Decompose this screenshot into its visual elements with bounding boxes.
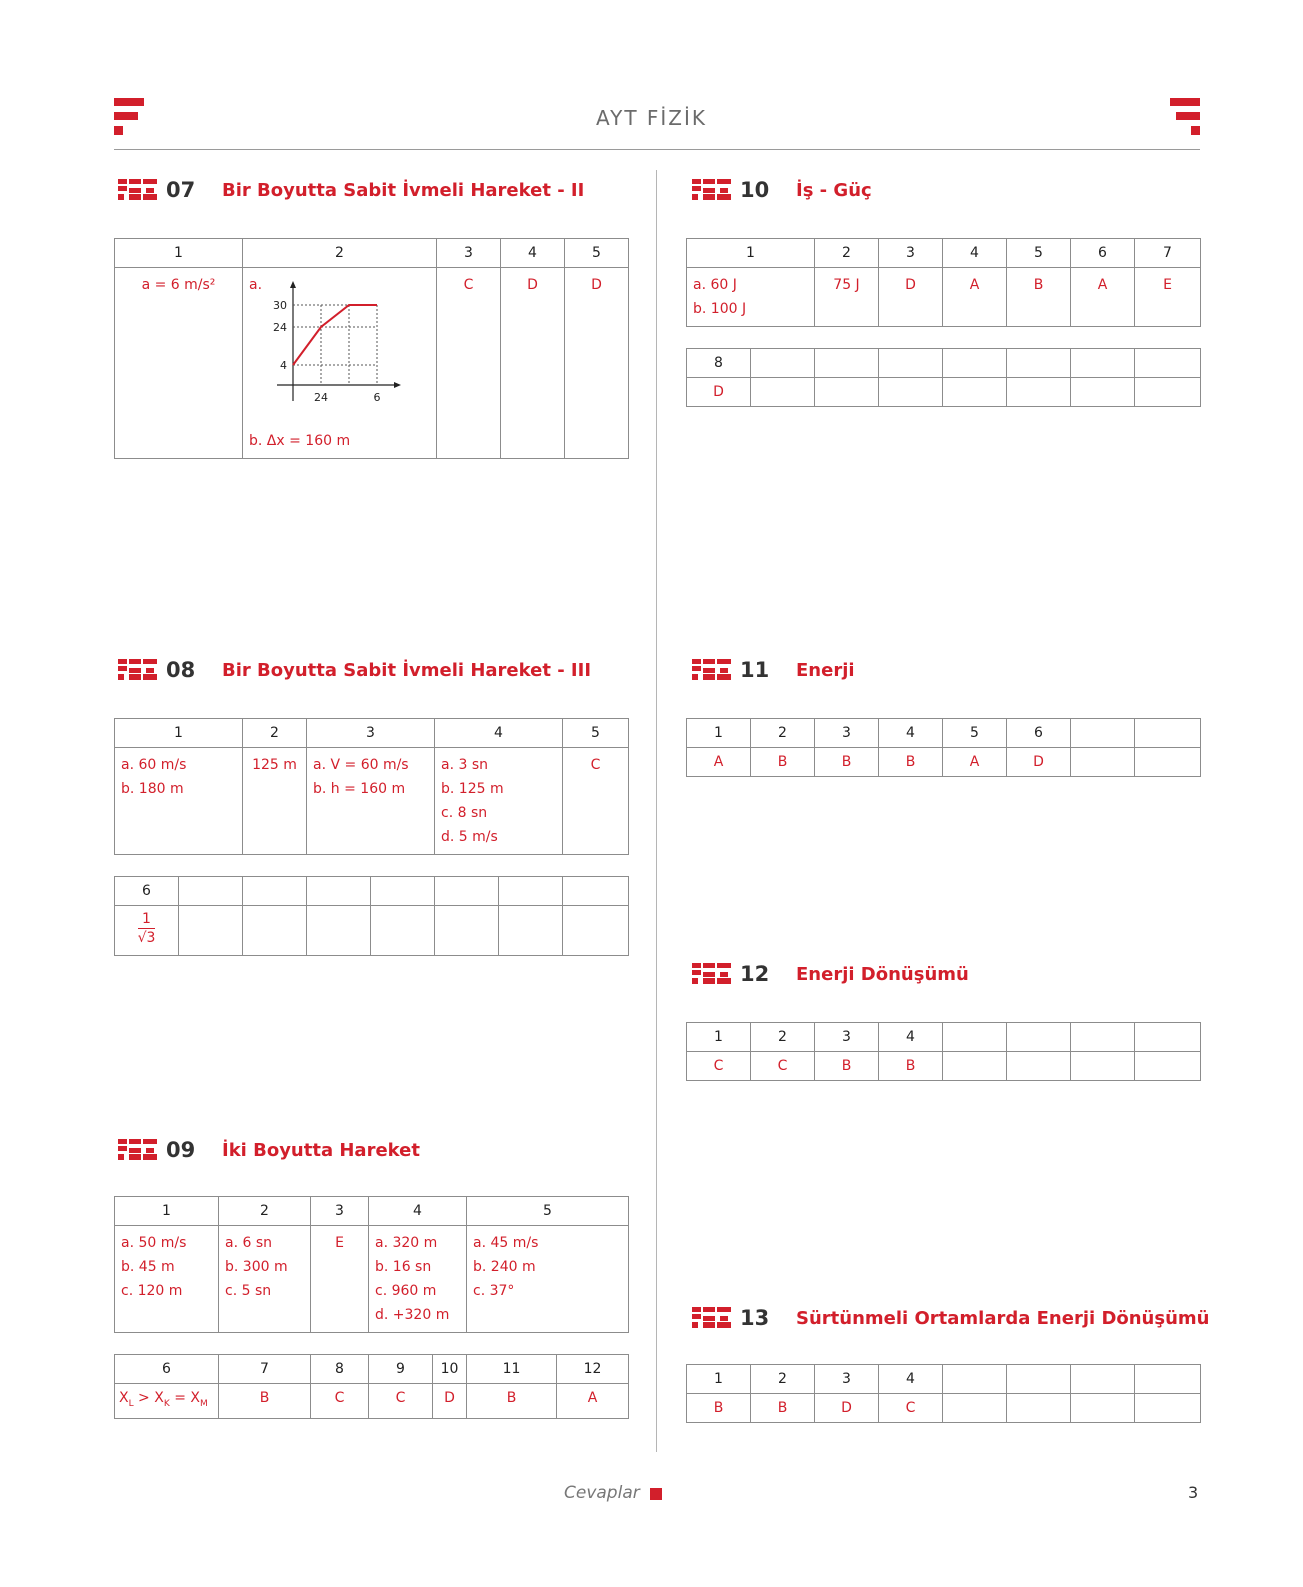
section-number: 10 xyxy=(740,178,770,202)
question-number: 6 xyxy=(1007,719,1071,748)
faz-logo-bar xyxy=(129,1139,141,1144)
faz-logo-bar xyxy=(720,972,728,977)
answer-cell: C xyxy=(311,1384,369,1419)
faz-logo-bar xyxy=(143,179,157,184)
answer-cell: D xyxy=(565,268,629,459)
empty-cell xyxy=(1071,1023,1135,1052)
question-number: 4 xyxy=(879,1023,943,1052)
question-number: 5 xyxy=(943,719,1007,748)
empty-cell xyxy=(1071,349,1135,378)
question-number: 1 xyxy=(687,719,751,748)
faz-logo-bar xyxy=(129,179,141,184)
x-tick-label: 6 xyxy=(373,391,381,404)
answer-cell: B xyxy=(879,748,943,777)
answer-text: a. xyxy=(249,277,263,293)
question-number: 7 xyxy=(219,1355,311,1384)
answer-cell: D xyxy=(433,1384,467,1419)
faz-logo-bar xyxy=(720,1316,728,1321)
answer-text: d. 5 m/s xyxy=(441,829,498,845)
section-heading-08 xyxy=(118,658,591,682)
faz-logo-bar xyxy=(143,674,157,680)
faz-logo-bar xyxy=(703,972,715,977)
footer-square-icon xyxy=(650,1488,662,1500)
answer-cell: A xyxy=(943,268,1007,327)
answer-text: c. 120 m xyxy=(121,1283,183,1299)
empty-cell xyxy=(943,349,1007,378)
answer-cell: B xyxy=(751,1394,815,1423)
empty-cell xyxy=(1071,719,1135,748)
answer-table-10-extra xyxy=(686,348,1201,407)
question-number: 7 xyxy=(1135,239,1201,268)
answer-cell: D xyxy=(1007,748,1071,777)
answer-text: a. V = 60 m/s xyxy=(313,757,409,773)
empty-cell xyxy=(1135,748,1201,777)
faz-logo-bar xyxy=(717,179,731,184)
empty-cell xyxy=(815,378,879,407)
fraction-denominator: √3 xyxy=(137,930,156,946)
section-heading-12 xyxy=(692,962,969,986)
answer-text: a. 45 m/s xyxy=(473,1235,539,1251)
faz-logo-bar xyxy=(720,188,728,193)
faz-logo-bar xyxy=(692,1314,701,1319)
empty-cell xyxy=(1071,378,1135,407)
question-number: 4 xyxy=(943,239,1007,268)
answer-cell: B xyxy=(1007,268,1071,327)
answer-text: c. 5 sn xyxy=(225,1283,272,1299)
empty-cell xyxy=(1007,1394,1071,1423)
answer-cell: D xyxy=(815,1394,879,1423)
subscript: K xyxy=(163,1398,170,1409)
faz-logo-bar xyxy=(129,668,141,673)
faz-logo-bar xyxy=(129,1148,141,1153)
faz-logo-bar xyxy=(717,659,731,664)
empty-cell xyxy=(1007,1365,1071,1394)
section-title: Bir Boyutta Sabit İvmeli Hareket - III xyxy=(222,659,592,681)
faz-logo-bar xyxy=(703,1316,715,1321)
answer-cell: 75 J xyxy=(815,268,879,327)
section-number: 12 xyxy=(740,962,770,986)
section-number: 09 xyxy=(166,1138,196,1162)
answer-cell xyxy=(115,906,179,956)
faz-logo-bar xyxy=(717,1322,731,1328)
answer-text: b. 16 sn xyxy=(375,1259,432,1275)
faz-logo-bar xyxy=(118,1139,127,1144)
question-number: 8 xyxy=(311,1355,369,1384)
empty-cell xyxy=(307,906,371,956)
empty-cell xyxy=(1135,349,1201,378)
answer-cell: B xyxy=(219,1384,311,1419)
empty-cell xyxy=(943,1023,1007,1052)
y-axis-arrow-icon xyxy=(290,281,296,288)
empty-cell xyxy=(1071,748,1135,777)
question-number: 2 xyxy=(751,1365,815,1394)
faz-logo-bar xyxy=(129,194,141,200)
answer-symbol: X xyxy=(119,1390,129,1406)
fraction-numerator: 1 xyxy=(138,910,156,929)
answer-cell: B xyxy=(687,1394,751,1423)
question-number: 2 xyxy=(219,1197,311,1226)
faz-logo-bar xyxy=(703,194,715,200)
empty-cell xyxy=(243,877,307,906)
question-number: 3 xyxy=(437,239,501,268)
answer-cell: C xyxy=(563,748,629,855)
answer-cell: E xyxy=(1135,268,1201,327)
faz-logo-bar xyxy=(692,186,701,191)
empty-cell xyxy=(943,1365,1007,1394)
faz-logo-icon xyxy=(118,659,158,681)
answer-cell xyxy=(219,1226,311,1333)
question-number: 3 xyxy=(815,1023,879,1052)
question-number: 4 xyxy=(879,719,943,748)
question-number: 4 xyxy=(369,1197,467,1226)
answer-cell-graph xyxy=(243,268,437,459)
y-tick-label: 30 xyxy=(273,299,287,312)
empty-cell xyxy=(1135,1052,1201,1081)
answer-table-13 xyxy=(686,1364,1201,1423)
velocity-line xyxy=(293,305,377,365)
answer-table-11 xyxy=(686,718,1201,777)
subscript: L xyxy=(128,1398,134,1409)
section-heading-10 xyxy=(692,178,872,202)
answer-text: a. 3 sn xyxy=(441,757,489,773)
answer-text: c. 960 m xyxy=(375,1283,437,1299)
empty-cell xyxy=(943,1394,1007,1423)
answer-cell xyxy=(115,1226,219,1333)
answer-text: d. +320 m xyxy=(375,1307,450,1323)
answer-text: a. 60 J xyxy=(693,277,737,293)
answer-text: b. Δx = 160 m xyxy=(249,433,351,449)
answer-cell: D xyxy=(687,378,751,407)
answer-table-07 xyxy=(114,238,629,459)
faz-logo-bar xyxy=(703,659,715,664)
faz-logo-bar xyxy=(703,978,715,984)
faz-logo-bar xyxy=(118,194,124,200)
answer-cell: B xyxy=(815,1052,879,1081)
section-heading-09 xyxy=(118,1138,420,1162)
question-number: 2 xyxy=(751,1023,815,1052)
answer-cell: C xyxy=(687,1052,751,1081)
section-number: 13 xyxy=(740,1306,770,1330)
answer-symbol: X xyxy=(190,1390,200,1406)
faz-logo-icon xyxy=(118,1139,158,1161)
section-number: 11 xyxy=(740,658,770,682)
answer-text: b. 240 m xyxy=(473,1259,536,1275)
faz-logo-bar xyxy=(692,1322,698,1328)
answer-text: a. 320 m xyxy=(375,1235,438,1251)
y-tick-label: 24 xyxy=(273,321,287,334)
empty-cell xyxy=(1135,1023,1201,1052)
faz-logo-bar xyxy=(717,978,731,984)
empty-cell xyxy=(943,378,1007,407)
faz-logo-bar xyxy=(717,1307,731,1312)
answer-table-09-extra xyxy=(114,1354,629,1419)
question-number: 2 xyxy=(815,239,879,268)
empty-cell xyxy=(1007,378,1071,407)
answer-text: b. 180 m xyxy=(121,781,184,797)
question-number: 1 xyxy=(115,719,243,748)
section-title: İki Boyutta Hareket xyxy=(222,1139,420,1161)
faz-logo-bar xyxy=(118,179,127,184)
empty-cell xyxy=(1007,349,1071,378)
answer-cell: C xyxy=(751,1052,815,1081)
answer-text: b. 100 J xyxy=(693,301,747,317)
empty-cell xyxy=(879,378,943,407)
answer-cell: C xyxy=(879,1394,943,1423)
faz-logo-icon xyxy=(692,963,732,985)
faz-logo-icon xyxy=(692,1307,732,1329)
question-number: 3 xyxy=(815,1365,879,1394)
faz-logo-bar xyxy=(129,674,141,680)
question-number: 9 xyxy=(369,1355,433,1384)
empty-cell xyxy=(1135,1365,1201,1394)
faz-logo-bar xyxy=(143,1154,157,1160)
question-number: 8 xyxy=(687,349,751,378)
empty-cell xyxy=(751,349,815,378)
faz-logo-bar xyxy=(692,1307,701,1312)
answer-cell: D xyxy=(879,268,943,327)
question-number: 1 xyxy=(687,1365,751,1394)
empty-cell xyxy=(243,906,307,956)
answer-cell xyxy=(369,1226,467,1333)
column-divider xyxy=(656,170,657,1452)
answer-cell: 125 m xyxy=(243,748,307,855)
faz-logo-bar xyxy=(703,1322,715,1328)
empty-cell xyxy=(1071,1394,1135,1423)
faz-logo-bar xyxy=(118,186,127,191)
faz-logo-bar xyxy=(129,188,141,193)
section-title: Enerji xyxy=(796,659,855,681)
question-number: 10 xyxy=(433,1355,467,1384)
faz-logo-bar xyxy=(129,1154,141,1160)
faz-logo-bar xyxy=(143,1139,157,1144)
question-number: 1 xyxy=(687,1023,751,1052)
section-title: Enerji Dönüşümü xyxy=(796,963,969,985)
answer-cell: B xyxy=(467,1384,557,1419)
answer-cell: A xyxy=(943,748,1007,777)
answer-table-10 xyxy=(686,238,1201,327)
empty-cell xyxy=(751,378,815,407)
answer-cell: E xyxy=(311,1226,369,1333)
empty-cell xyxy=(1007,1023,1071,1052)
question-number: 1 xyxy=(115,1197,219,1226)
x-tick-label: 24 xyxy=(314,391,328,404)
empty-cell xyxy=(435,906,499,956)
empty-cell xyxy=(1135,719,1201,748)
answer-symbol: X xyxy=(154,1390,164,1406)
faz-logo-bar xyxy=(720,668,728,673)
empty-cell xyxy=(499,877,563,906)
answer-text: a. 60 m/s xyxy=(121,757,187,773)
answer-text: b. h = 160 m xyxy=(313,781,406,797)
faz-logo-bar xyxy=(703,188,715,193)
answer-text: b. 45 m xyxy=(121,1259,175,1275)
answer-table-12 xyxy=(686,1022,1201,1081)
answer-cell: C xyxy=(437,268,501,459)
section-title: Bir Boyutta Sabit İvmeli Hareket - II xyxy=(222,179,585,201)
answer-cell xyxy=(687,268,815,327)
faz-logo-bar xyxy=(129,659,141,664)
empty-cell xyxy=(499,906,563,956)
answer-cell xyxy=(435,748,563,855)
question-number: 1 xyxy=(687,239,815,268)
section-heading-11 xyxy=(692,658,855,682)
question-number: 2 xyxy=(751,719,815,748)
question-number: 12 xyxy=(557,1355,629,1384)
section-title: İş - Güç xyxy=(796,179,872,201)
answer-cell: B xyxy=(751,748,815,777)
answer-cell: C xyxy=(369,1384,433,1419)
faz-logo-bar xyxy=(692,978,698,984)
faz-logo-bar xyxy=(703,668,715,673)
faz-logo-bar xyxy=(143,659,157,664)
section-heading-07 xyxy=(118,178,584,202)
faz-logo-bar xyxy=(692,970,701,975)
empty-cell xyxy=(371,877,435,906)
faz-logo-bar xyxy=(717,674,731,680)
question-number: 3 xyxy=(815,719,879,748)
faz-logo-bar xyxy=(118,1146,127,1151)
question-number: 4 xyxy=(879,1365,943,1394)
empty-cell xyxy=(563,877,629,906)
question-number: 4 xyxy=(435,719,563,748)
faz-logo-bar xyxy=(692,666,701,671)
fraction xyxy=(138,910,156,947)
page-number: 3 xyxy=(1188,1483,1199,1502)
question-number: 6 xyxy=(1071,239,1135,268)
faz-logo-bar xyxy=(692,963,701,968)
answer-table-08-extra xyxy=(114,876,629,956)
answer-cell: A xyxy=(1071,268,1135,327)
faz-logo-bar xyxy=(692,179,701,184)
question-number: 11 xyxy=(467,1355,557,1384)
answer-cell: A xyxy=(557,1384,629,1419)
question-number: 3 xyxy=(311,1197,369,1226)
question-number: 2 xyxy=(243,719,307,748)
question-number: 2 xyxy=(243,239,437,268)
faz-logo-bar xyxy=(703,963,715,968)
empty-cell xyxy=(1007,1052,1071,1081)
section-title: Sürtünmeli Ortamlarda Enerji Dönüşümü xyxy=(796,1307,1210,1329)
section-heading-13 xyxy=(692,1306,1209,1330)
answer-table-09 xyxy=(114,1196,629,1333)
question-number: 5 xyxy=(1007,239,1071,268)
question-number: 6 xyxy=(115,877,179,906)
faz-logo-bar xyxy=(146,188,154,193)
empty-cell xyxy=(1071,1052,1135,1081)
answer-cell xyxy=(115,268,243,459)
answer-symbol: = xyxy=(169,1390,191,1406)
faz-logo-bar xyxy=(692,659,701,664)
answer-text: a. 6 sn xyxy=(225,1235,273,1251)
answer-cell: A xyxy=(687,748,751,777)
answer-cell: B xyxy=(879,1052,943,1081)
faz-logo-icon xyxy=(692,659,732,681)
empty-cell xyxy=(307,877,371,906)
page-title: AYT FİZİK xyxy=(595,106,708,130)
question-number: 5 xyxy=(563,719,629,748)
empty-cell xyxy=(879,349,943,378)
answer-cell: D xyxy=(501,268,565,459)
answer-cell xyxy=(115,1384,219,1419)
faz-logo-bar xyxy=(717,963,731,968)
empty-cell xyxy=(815,349,879,378)
empty-cell xyxy=(1135,378,1201,407)
question-number: 6 xyxy=(115,1355,219,1384)
faz-logo-bar xyxy=(118,659,127,664)
faz-logo-bar xyxy=(692,194,698,200)
empty-cell xyxy=(179,877,243,906)
faz-logo-bar xyxy=(703,1307,715,1312)
answer-table-08 xyxy=(114,718,629,855)
answer-text: a. 50 m/s xyxy=(121,1235,187,1251)
empty-cell xyxy=(1071,1365,1135,1394)
faz-logo-icon xyxy=(118,179,158,201)
faz-logo-bar xyxy=(118,666,127,671)
faz-logo-bar xyxy=(146,668,154,673)
answer-text: a = 6 m/s² xyxy=(141,277,216,293)
answer-cell: B xyxy=(815,748,879,777)
empty-cell xyxy=(563,906,629,956)
footer-label: Cevaplar xyxy=(564,1483,640,1503)
x-axis-arrow-icon xyxy=(394,382,401,388)
answer-symbol: > xyxy=(133,1390,155,1406)
answer-cell xyxy=(467,1226,629,1333)
question-number: 4 xyxy=(501,239,565,268)
question-number: 3 xyxy=(307,719,435,748)
velocity-time-graph xyxy=(249,275,429,407)
answer-text: b. 125 m xyxy=(441,781,504,797)
subscript: M xyxy=(199,1398,208,1409)
question-number: 1 xyxy=(115,239,243,268)
faz-logo-bar xyxy=(146,1148,154,1153)
y-tick-label: 4 xyxy=(280,359,287,372)
empty-cell xyxy=(1135,1394,1201,1423)
faz-logo-bar xyxy=(717,194,731,200)
question-number: 5 xyxy=(467,1197,629,1226)
faz-logo-bar xyxy=(118,1154,124,1160)
empty-cell xyxy=(179,906,243,956)
faz-logo-bar xyxy=(118,674,124,680)
answer-cell xyxy=(307,748,435,855)
section-number: 07 xyxy=(166,178,196,202)
answer-text: c. 37° xyxy=(473,1283,515,1299)
empty-cell xyxy=(943,1052,1007,1081)
answer-text: b. 300 m xyxy=(225,1259,288,1275)
answer-text: c. 8 sn xyxy=(441,805,488,821)
section-number: 08 xyxy=(166,658,196,682)
answer-cell xyxy=(115,748,243,855)
faz-logo-bar xyxy=(692,674,698,680)
empty-cell xyxy=(371,906,435,956)
question-number: 3 xyxy=(879,239,943,268)
faz-logo-bar xyxy=(703,674,715,680)
faz-logo-bar xyxy=(703,179,715,184)
question-number: 5 xyxy=(565,239,629,268)
faz-logo-icon xyxy=(692,179,732,201)
header-divider xyxy=(114,149,1200,150)
empty-cell xyxy=(435,877,499,906)
faz-logo-bar xyxy=(143,194,157,200)
